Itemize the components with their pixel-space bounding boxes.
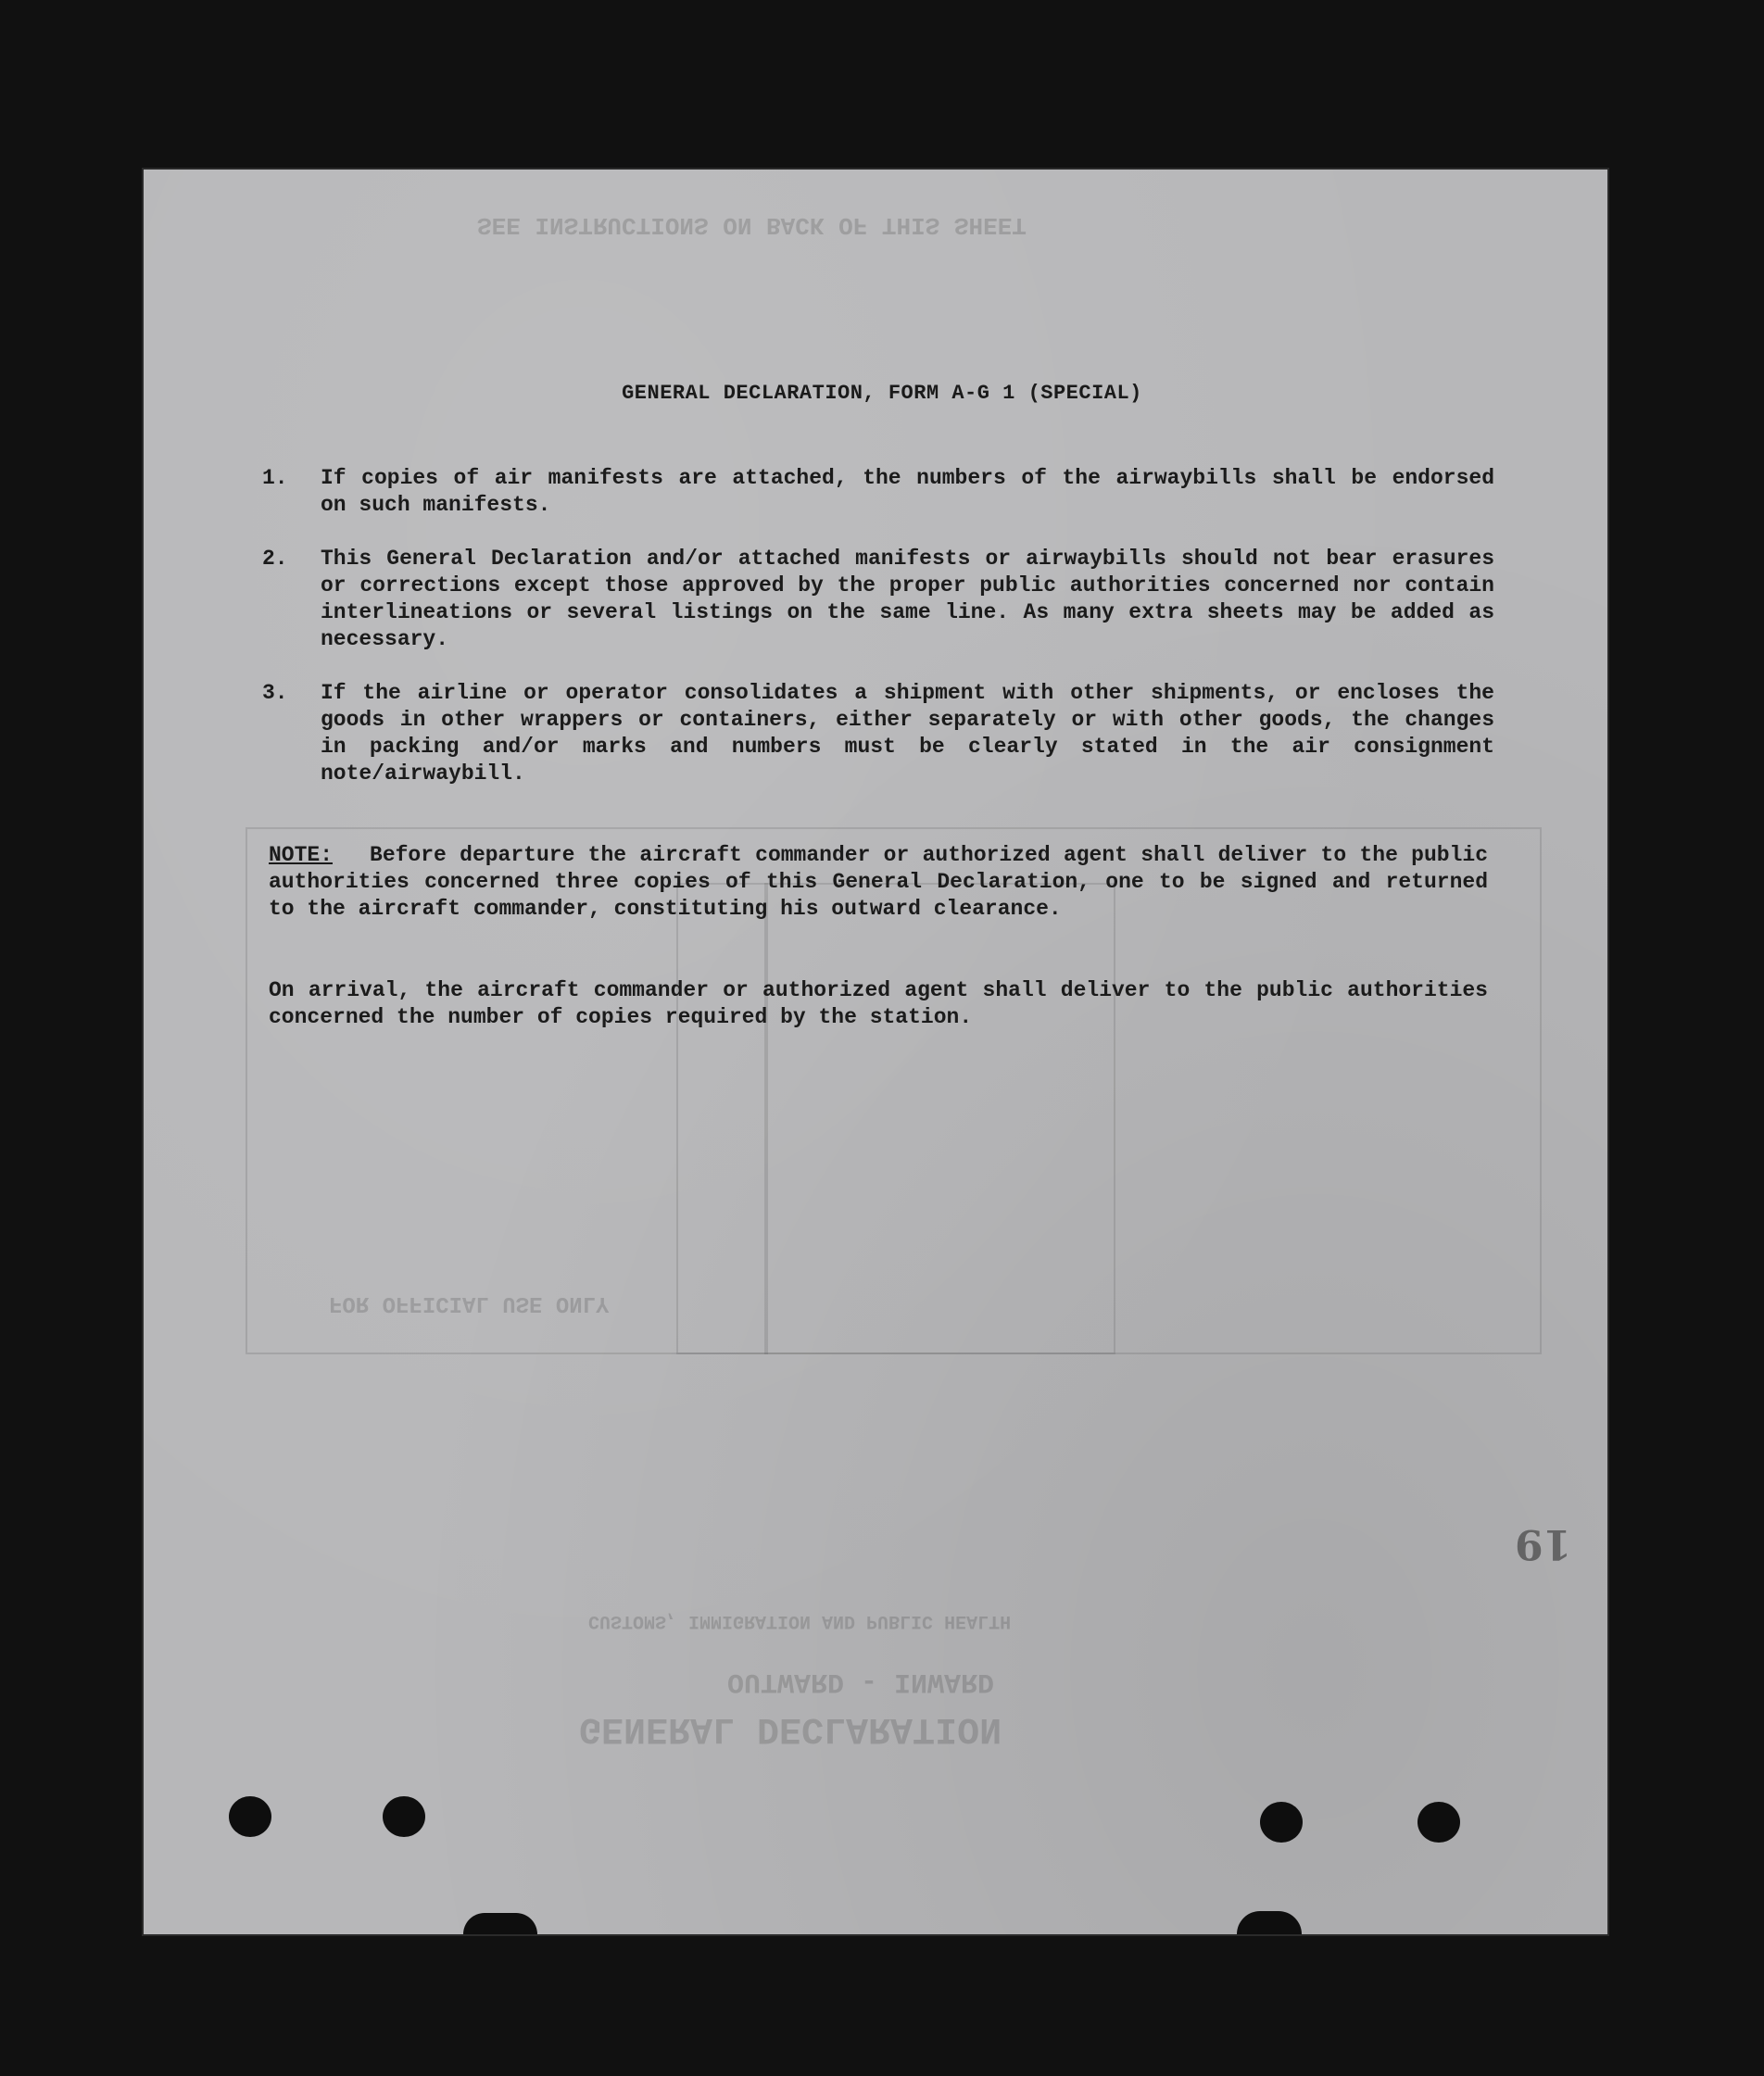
bleed-through-form-title: GENERAL DECLARATION	[579, 1707, 1002, 1749]
arrival-note	[269, 977, 1488, 1031]
punch-hole	[383, 1796, 425, 1837]
item-text: This General Declaration and/or attached manifests or airwaybills should not bear erasures or corrections except those approved by the proper public authorities concerned nor contain interlineations or several listings on the same line. As many extra sheets may be added as necessary.	[321, 547, 1494, 651]
item-number: 1.	[262, 466, 288, 490]
instruction-item-3	[262, 680, 1494, 787]
punch-hole	[229, 1796, 271, 1837]
punch-hole	[1418, 1802, 1460, 1843]
bleed-through-table-column	[764, 883, 1115, 1354]
item-number: 3.	[262, 681, 288, 705]
bleed-through-table-column	[676, 883, 768, 1354]
bleed-through-official-use: FOR OFFICIAL USE ONLY	[329, 1290, 610, 1315]
page-title: GENERAL DECLARATION, FORM A-G 1 (SPECIAL)	[622, 382, 1142, 405]
arrival-text: On arrival, the aircraft commander or authorized agent shall deliver to the public authorities concerned the number of copies required by the station.	[269, 978, 1488, 1029]
note-text: Before departure the aircraft commander or authorized agent shall deliver to the public authorities concerned three copies of this General Declaration, one to be signed and returned to the aircraft commander, constituting his outward clearance.	[269, 843, 1488, 921]
item-text: If copies of air manifests are attached, the numbers of the airwaybills shall be endorsed on such manifests.	[321, 466, 1494, 517]
instruction-item-2	[262, 546, 1494, 653]
item-text: If the airline or operator consolidates a shipment with other shipments, or encloses the goods in other wrappers or containers, either separately or with other goods, the changes in packing and/or marks and numbers must be clearly stated in the air consignment note/airwaybill.	[321, 681, 1494, 786]
instruction-item-1	[262, 465, 1494, 519]
torn-edge	[463, 1913, 537, 1934]
torn-edge	[1237, 1911, 1302, 1934]
bleed-through-header: SEE INSTRUCTIONS ON BACK OF THIS SHEET	[477, 211, 1027, 239]
departure-note	[269, 842, 1488, 923]
punch-hole	[1260, 1802, 1303, 1843]
item-number: 2.	[262, 547, 288, 571]
note-label: NOTE:	[269, 843, 334, 867]
page-number-stamp: 19	[1515, 1520, 1572, 1567]
bleed-through-customs: CUSTOMS, IMMIGRATION AND PUBLIC HEALTH	[588, 1610, 1012, 1631]
document-page	[144, 170, 1607, 1934]
bleed-through-outward-inward: OUTWARD - INWARD	[727, 1666, 995, 1697]
